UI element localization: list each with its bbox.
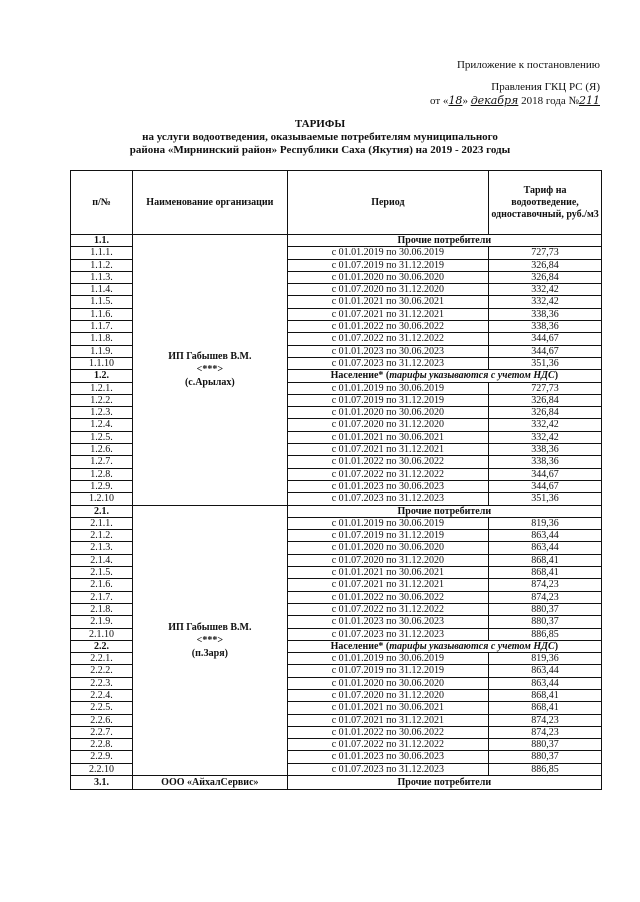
row-num: 1.1.4. [71, 284, 133, 296]
org-mark: <***> [196, 364, 224, 376]
row-tariff: 338,36 [489, 444, 602, 456]
row-num: 1.2.5. [71, 431, 133, 443]
row-num: 2.1.10 [71, 628, 133, 640]
row-num: 2.1.7. [71, 591, 133, 603]
row-tariff: 344,67 [489, 468, 602, 480]
row-tariff: 863,44 [489, 665, 602, 677]
row-num: 2.2.3. [71, 677, 133, 689]
row-num: 2.1.1. [71, 517, 133, 529]
category-bold: Население* ( [330, 370, 390, 382]
row-tariff: 819,36 [489, 517, 602, 529]
document-title: ТАРИФЫ [294, 118, 346, 130]
row-tariff: 338,36 [489, 321, 602, 333]
date-day: 18 [448, 94, 463, 107]
row-tariff: 344,67 [489, 480, 602, 492]
row-num: 1.1.1. [71, 247, 133, 259]
row-tariff: 338,36 [489, 308, 602, 320]
row-period: с 01.07.2021 по 31.12.2021 [287, 308, 488, 320]
date-line [430, 94, 600, 108]
row-num: 1.1.3. [71, 271, 133, 283]
row-num: 1.1.7. [71, 321, 133, 333]
row-period: с 01.01.2023 по 30.06.2023 [287, 751, 488, 763]
row-tariff: 874,23 [489, 591, 602, 603]
row-period: с 01.07.2022 по 31.12.2022 [287, 603, 488, 615]
row-period: с 01.07.2019 по 31.12.2019 [287, 259, 488, 271]
row-tariff: 874,23 [489, 579, 602, 591]
row-num: 2.2.9. [71, 751, 133, 763]
row-num: 1.1.2. [71, 259, 133, 271]
row-period: с 01.01.2022 по 30.06.2022 [287, 591, 488, 603]
section-num: 1.1. [71, 235, 133, 247]
row-tariff: 338,36 [489, 456, 602, 468]
row-tariff: 880,37 [489, 751, 602, 763]
header-period: Период [287, 171, 488, 235]
row-period: с 01.07.2020 по 31.12.2020 [287, 689, 488, 701]
row-tariff: 874,23 [489, 714, 602, 726]
row-tariff: 863,44 [489, 530, 602, 542]
section-num: 2.2. [71, 640, 133, 652]
row-tariff: 332,42 [489, 284, 602, 296]
row-period: с 01.01.2021 по 30.06.2021 [287, 567, 488, 579]
row-period: с 01.07.2019 по 31.12.2019 [287, 394, 488, 406]
row-num: 2.1.9. [71, 616, 133, 628]
row-tariff: 886,85 [489, 763, 602, 775]
table-body [71, 235, 602, 790]
row-tariff: 819,36 [489, 653, 602, 665]
org-cell [133, 776, 288, 790]
row-period: с 01.01.2021 по 30.06.2021 [287, 702, 488, 714]
section-num: 3.1. [71, 776, 133, 790]
row-num: 1.2.8. [71, 468, 133, 480]
row-tariff: 880,37 [489, 739, 602, 751]
header-org: Наименование организации [133, 171, 288, 235]
row-tariff: 727,73 [489, 382, 602, 394]
row-num: 2.2.1. [71, 653, 133, 665]
row-num: 2.1.2. [71, 530, 133, 542]
row-num: 1.2.7. [71, 456, 133, 468]
row-num: 2.1.4. [71, 554, 133, 566]
row-period: с 01.01.2021 по 30.06.2021 [287, 296, 488, 308]
date-mid: » [462, 95, 471, 107]
row-num: 1.1.8. [71, 333, 133, 345]
section-category [287, 640, 601, 652]
row-num: 2.2.8. [71, 739, 133, 751]
row-period: с 01.07.2020 по 31.12.2020 [287, 419, 488, 431]
category-italic: тарифы указываются с учетом НДС [389, 370, 555, 382]
row-num: 2.2.6. [71, 714, 133, 726]
org-name: ООО «АйхалСервис» [161, 777, 259, 789]
date-prefix: от « [430, 95, 449, 107]
org-place: (п.Заря) [191, 647, 228, 659]
row-num: 1.2.2. [71, 394, 133, 406]
row-num: 2.2.10 [71, 763, 133, 775]
row-num: 1.2.1. [71, 382, 133, 394]
category-italic: тарифы указываются с учетом НДС [389, 640, 555, 652]
row-num: 2.1.8. [71, 603, 133, 615]
row-tariff: 880,37 [489, 603, 602, 615]
row-tariff: 332,42 [489, 296, 602, 308]
row-num: 2.2.4. [71, 689, 133, 701]
header-num: п/№ [71, 171, 133, 235]
row-period: с 01.07.2021 по 31.12.2021 [287, 714, 488, 726]
row-period: с 01.01.2020 по 30.06.2020 [287, 677, 488, 689]
org-name: ИП Габышев В.М. [168, 351, 252, 363]
row-tariff: 868,41 [489, 554, 602, 566]
org-place: (с.Арылах) [184, 377, 235, 389]
row-period: с 01.07.2022 по 31.12.2022 [287, 333, 488, 345]
row-tariff: 727,73 [489, 247, 602, 259]
row-period: с 01.01.2020 по 30.06.2020 [287, 407, 488, 419]
document-subtitle-2: района «Мирнинский район» Республики Саха (Якутия) на 2019 - 2023 годы [129, 144, 511, 156]
row-period: с 01.01.2022 по 30.06.2022 [287, 321, 488, 333]
row-tariff: 326,84 [489, 394, 602, 406]
row-num: 1.1.10 [71, 357, 133, 369]
row-period: с 01.07.2019 по 31.12.2019 [287, 665, 488, 677]
section-category: Прочие потребители [287, 505, 601, 517]
org-mark: <***> [196, 634, 224, 646]
row-num: 2.2.5. [71, 702, 133, 714]
document-subtitle-1: на услуги водоотведения, оказываемые потребителям муниципального [142, 131, 498, 143]
row-tariff: 863,44 [489, 677, 602, 689]
row-num: 1.1.6. [71, 308, 133, 320]
row-period: с 01.07.2022 по 31.12.2022 [287, 739, 488, 751]
section-num: 2.1. [71, 505, 133, 517]
org-name: ИП Габышев В.М. [168, 621, 252, 633]
row-tariff: 880,37 [489, 616, 602, 628]
row-tariff: 326,84 [489, 407, 602, 419]
row-period: с 01.01.2022 по 30.06.2022 [287, 456, 488, 468]
row-num: 1.1.5. [71, 296, 133, 308]
appendix-line: Приложение к постановлению [456, 59, 600, 71]
row-period: с 01.07.2023 по 31.12.2023 [287, 357, 488, 369]
row-num: 1.2.3. [71, 407, 133, 419]
date-month: декабря [470, 94, 519, 107]
row-period: с 01.01.2020 по 30.06.2020 [287, 542, 488, 554]
row-period: с 01.07.2020 по 31.12.2020 [287, 554, 488, 566]
date-number: 211 [579, 94, 600, 107]
row-period: с 01.07.2023 по 31.12.2023 [287, 493, 488, 505]
row-num: 2.1.3. [71, 542, 133, 554]
date-year: 2018 года № [518, 95, 579, 107]
row-num: 1.2.6. [71, 444, 133, 456]
row-tariff: 326,84 [489, 259, 602, 271]
row-period: с 01.01.2019 по 30.06.2019 [287, 517, 488, 529]
section-category: Прочие потребители [287, 235, 601, 247]
org-cell [133, 505, 288, 776]
row-period: с 01.01.2019 по 30.06.2019 [287, 247, 488, 259]
row-tariff: 874,23 [489, 726, 602, 738]
section-num: 1.2. [71, 370, 133, 382]
row-period: с 01.07.2022 по 31.12.2022 [287, 468, 488, 480]
row-tariff: 351,36 [489, 493, 602, 505]
row-period: с 01.07.2021 по 31.12.2021 [287, 579, 488, 591]
row-num: 2.2.7. [71, 726, 133, 738]
header-tariff: Тариф на водоотведение, одноставочный, руб./м3 [489, 171, 602, 235]
row-num: 2.2.2. [71, 665, 133, 677]
row-tariff: 868,41 [489, 567, 602, 579]
row-period: с 01.01.2019 по 30.06.2019 [287, 653, 488, 665]
row-num: 1.2.10 [71, 493, 133, 505]
row-period: с 01.01.2021 по 30.06.2021 [287, 431, 488, 443]
category-end: ) [554, 640, 559, 652]
row-period: с 01.07.2023 по 31.12.2023 [287, 628, 488, 640]
row-period: с 01.01.2020 по 30.06.2020 [287, 271, 488, 283]
category-bold: Население* ( [330, 640, 390, 652]
row-period: с 01.07.2020 по 31.12.2020 [287, 284, 488, 296]
row-period: с 01.01.2023 по 30.06.2023 [287, 616, 488, 628]
board-line: Правления ГКЦ РС (Я) [491, 81, 600, 93]
row-tariff: 868,41 [489, 702, 602, 714]
row-tariff: 332,42 [489, 419, 602, 431]
row-period: с 01.01.2023 по 30.06.2023 [287, 480, 488, 492]
row-tariff: 868,41 [489, 689, 602, 701]
row-period: с 01.07.2021 по 31.12.2021 [287, 444, 488, 456]
row-num: 1.1.9. [71, 345, 133, 357]
row-tariff: 351,36 [489, 357, 602, 369]
row-period: с 01.07.2023 по 31.12.2023 [287, 763, 488, 775]
section-row [71, 505, 602, 517]
tariff-table [70, 170, 602, 790]
row-num: 2.1.6. [71, 579, 133, 591]
section-category [287, 370, 601, 382]
row-tariff: 863,44 [489, 542, 602, 554]
category-end: ) [554, 370, 559, 382]
row-tariff: 344,67 [489, 333, 602, 345]
section-row [71, 776, 602, 790]
org-cell [133, 235, 288, 506]
row-tariff: 332,42 [489, 431, 602, 443]
row-num: 1.2.9. [71, 480, 133, 492]
row-period: с 01.01.2022 по 30.06.2022 [287, 726, 488, 738]
row-period: с 01.01.2019 по 30.06.2019 [287, 382, 488, 394]
row-num: 2.1.5. [71, 567, 133, 579]
section-row [71, 235, 602, 247]
section-category: Прочие потребители [287, 776, 601, 790]
row-tariff: 326,84 [489, 271, 602, 283]
row-tariff: 886,85 [489, 628, 602, 640]
row-period: с 01.07.2019 по 31.12.2019 [287, 530, 488, 542]
row-num: 1.2.4. [71, 419, 133, 431]
table-header-row [71, 171, 602, 235]
row-tariff: 344,67 [489, 345, 602, 357]
row-period: с 01.01.2023 по 30.06.2023 [287, 345, 488, 357]
